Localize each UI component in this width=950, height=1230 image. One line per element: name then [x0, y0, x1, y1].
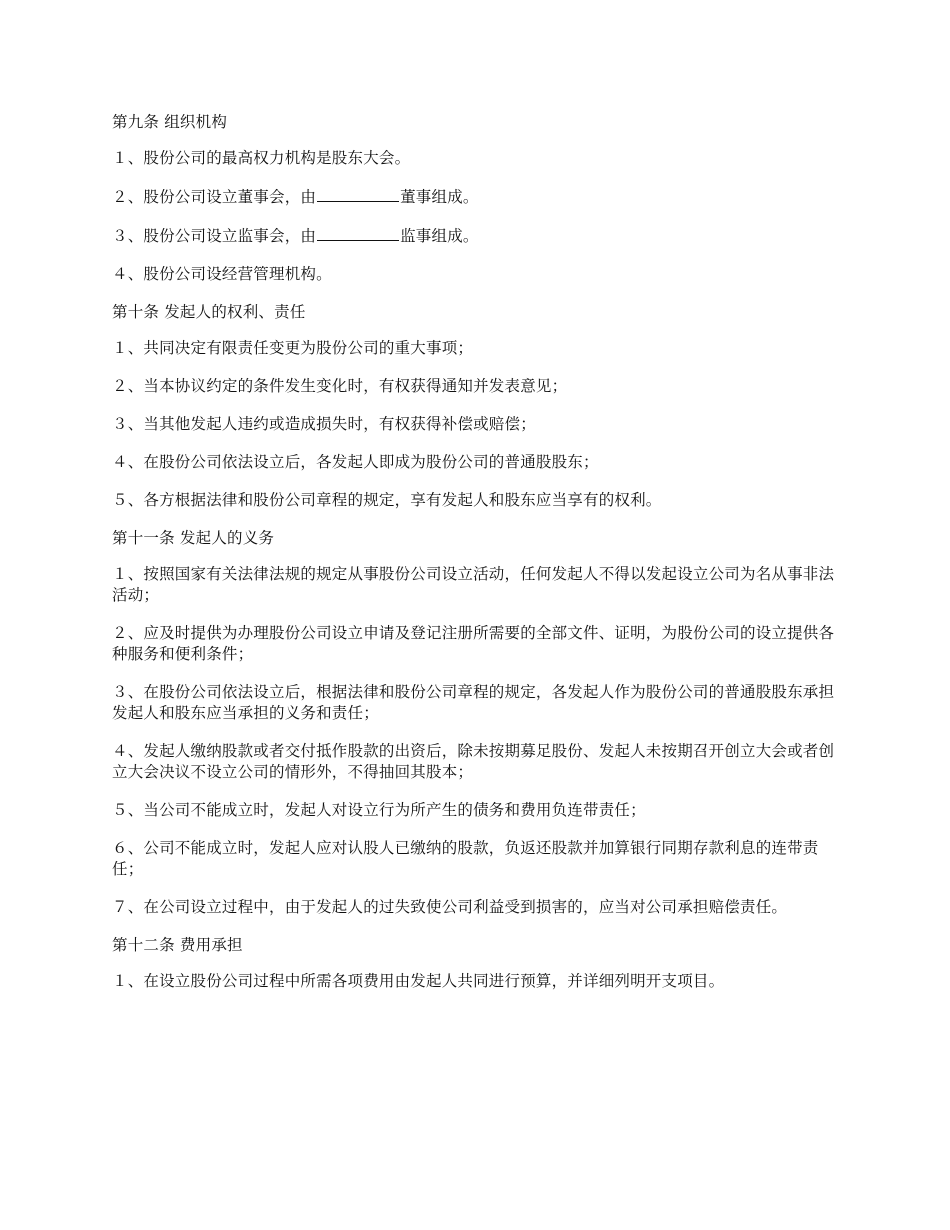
- article-12-item-1: １、在设立股份公司过程中所需各项费用由发起人共同进行预算，并详细列明开支项目。: [112, 972, 725, 990]
- article-11-heading: 第十一条 发起人的义务: [112, 529, 275, 547]
- article-11-item-2: ２、应及时提供为办理股份公司设立申请及登记注册所需要的全部文件、证明，为股份公司的设立提供各种服务和便利条件；: [112, 624, 835, 663]
- article-10-item-3: ３、当其他发起人违约或造成损失时，有权获得补偿或赔偿；: [112, 415, 536, 433]
- article-9-item-2-text-before: ２、股份公司设立董事会，由: [112, 188, 317, 206]
- article-9-item-3-text-after: 监事组成。: [400, 227, 479, 245]
- article-9-item-3-text-before: ３、股份公司设立监事会，由: [112, 227, 317, 245]
- article-11-item-3: ３、在股份公司依法设立后，根据法律和股份公司章程的规定，各发起人作为股份公司的普通股股东承担发起人和股东应当承担的义务和责任；: [112, 683, 835, 722]
- article-11-item-5: ５、当公司不能成立时，发起人对设立行为所产生的债务和费用负连带责任；: [112, 801, 646, 819]
- article-11-item-6: ６、公司不能成立时，发起人应对认股人已缴纳的股款，负返还股款并加算银行同期存款利息的连带责任；: [112, 839, 819, 878]
- board-size-blank: [317, 186, 399, 202]
- article-9-item-1: １、股份公司的最高权力机构是股东大会。: [112, 149, 411, 167]
- article-12-heading: 第十二条 费用承担: [112, 936, 243, 954]
- supervisory-board-size-blank: [317, 225, 399, 241]
- document-body: [112, 112, 842, 1009]
- article-9-heading: 第九条 组织机构: [112, 113, 228, 131]
- article-9-item-2-text-after: 董事组成。: [400, 188, 479, 206]
- article-9-item-4: ４、股份公司设经营管理机构。: [112, 265, 332, 283]
- article-9-item-3: [112, 225, 842, 247]
- article-11-item-4: ４、发起人缴纳股款或者交付抵作股款的出资后，除未按期募足股份、发起人未按期召开创立大会或者创立大会决议不设立公司的情形外，不得抽回其股本；: [112, 742, 835, 781]
- article-11-item-1: １、按照国家有关法律法规的规定从事股份公司设立活动，任何发起人不得以发起设立公司为名从事非法活动；: [112, 565, 835, 604]
- article-11-item-7: ７、在公司设立过程中，由于发起人的过失致使公司利益受到损害的，应当对公司承担赔偿责任。: [112, 898, 788, 916]
- article-10-item-5: ５、各方根据法律和股份公司章程的规定，享有发起人和股东应当享有的权利。: [112, 491, 662, 509]
- article-10-heading: 第十条 发起人的权利、责任: [112, 303, 306, 321]
- article-10-item-4: ４、在股份公司依法设立后，各发起人即成为股份公司的普通股股东；: [112, 453, 599, 471]
- article-9-item-2: [112, 186, 842, 208]
- article-10-item-1: １、共同决定有限责任变更为股份公司的重大事项；: [112, 339, 474, 357]
- article-10-item-2: ２、当本协议约定的条件发生变化时，有权获得通知并发表意见；: [112, 377, 568, 395]
